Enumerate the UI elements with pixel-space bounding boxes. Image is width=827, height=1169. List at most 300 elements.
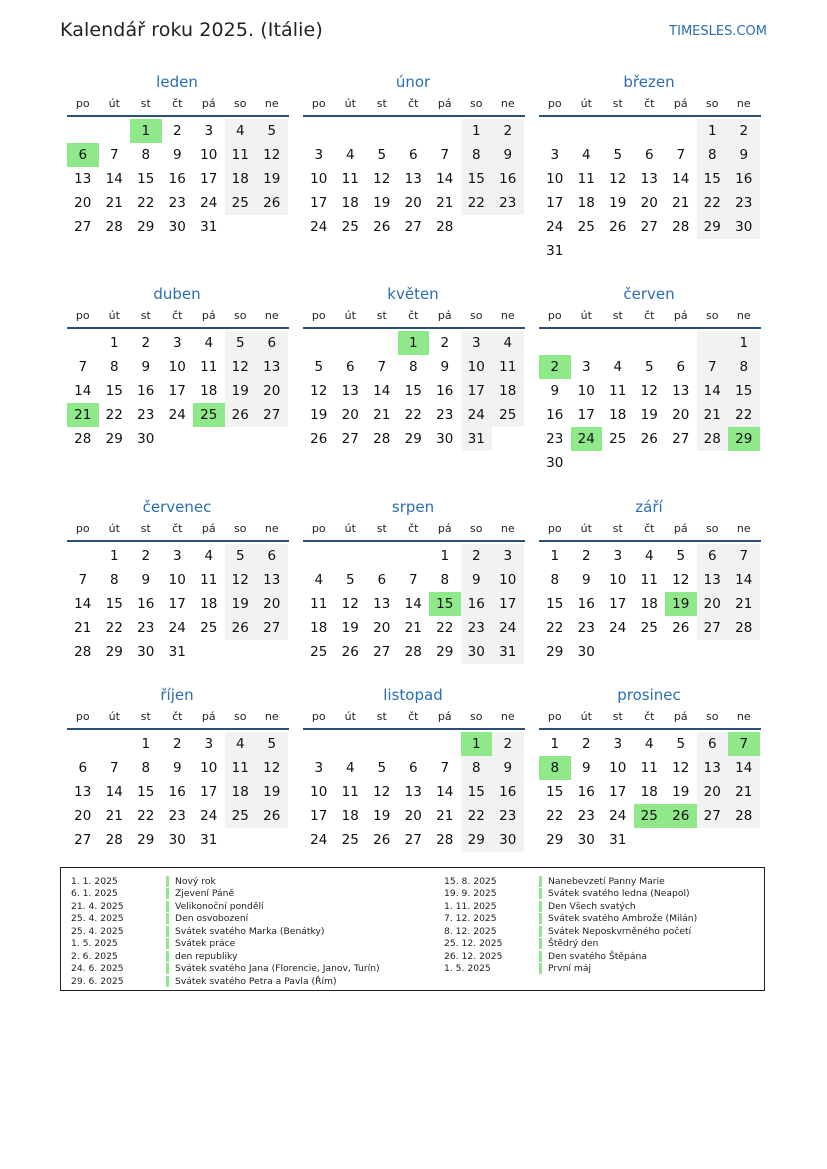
weekday-label: po: [547, 309, 562, 322]
week-row: [67, 804, 289, 828]
weekday-header: [303, 520, 525, 542]
day-cell: 25: [225, 191, 257, 215]
brand-link[interactable]: TIMESLES.COM: [669, 24, 767, 39]
day-cell: 21: [436, 808, 454, 824]
day-cell: 13: [74, 784, 92, 800]
weekday-label: so: [706, 522, 719, 535]
day-cell: 1: [461, 119, 493, 143]
day-cell: 15: [105, 596, 123, 612]
day-cell: 19: [225, 379, 257, 403]
empty-cell: [162, 427, 194, 451]
day-cell: 28: [74, 431, 92, 447]
day-cell: 28: [105, 219, 123, 235]
day-cell: 2: [141, 548, 151, 564]
day-cell: 29: [105, 644, 123, 660]
empty-cell: [728, 451, 760, 475]
month-name: červen: [623, 285, 675, 303]
day-cell: 10: [546, 171, 564, 187]
day-cell: 8: [109, 359, 119, 375]
weekday-label: so: [470, 710, 483, 723]
day-cell: 24: [461, 403, 493, 427]
day-cell: 29: [404, 431, 422, 447]
day-cell: 15: [404, 383, 422, 399]
empty-cell: [665, 119, 697, 143]
legend-holiday-name: Štědrý den: [548, 938, 599, 950]
day-cell: 20: [341, 407, 359, 423]
week-row: [67, 616, 289, 640]
legend-color-marker: [166, 976, 169, 987]
day-cell: 25: [200, 620, 218, 636]
day-cell: 26: [665, 804, 697, 828]
day-cell: 24: [571, 427, 603, 451]
month-name: listopad: [383, 686, 443, 704]
empty-cell: [634, 640, 666, 664]
day-cell: 30: [137, 644, 155, 660]
weekday-label: ne: [736, 710, 751, 723]
day-cell: 28: [672, 219, 690, 235]
empty-cell: [303, 331, 335, 355]
legend-date: 25. 12. 2025: [444, 938, 503, 950]
weekday-label: po: [75, 97, 90, 110]
legend-row: [61, 963, 380, 976]
day-cell: 13: [404, 171, 422, 187]
legend-date: 21. 4. 2025: [71, 900, 124, 912]
empty-cell: [366, 331, 398, 355]
weekday-label: čt: [172, 97, 183, 110]
day-cell: 9: [492, 756, 524, 780]
day-cell: 12: [672, 760, 690, 776]
day-cell: 14: [404, 596, 422, 612]
day-cell: 20: [640, 195, 658, 211]
day-cell: 10: [310, 171, 328, 187]
day-cell: 6: [345, 359, 355, 375]
month-name: duben: [153, 285, 201, 303]
day-cell: 23: [577, 808, 595, 824]
day-cell: 18: [200, 596, 218, 612]
legend-row: [61, 900, 380, 913]
day-cell: 14: [697, 379, 729, 403]
day-cell: 19: [256, 167, 288, 191]
day-cell: 10: [577, 383, 595, 399]
day-cell: 3: [314, 147, 324, 163]
weekday-label: út: [108, 710, 120, 723]
day-cell: 17: [609, 784, 627, 800]
legend-color-marker: [539, 951, 542, 962]
week-row: [539, 143, 761, 167]
legend-row: [434, 963, 697, 976]
day-cell: 27: [404, 832, 422, 848]
month-name: prosinec: [617, 686, 681, 704]
day-cell: 26: [373, 832, 391, 848]
day-cell: 2: [172, 123, 182, 139]
day-cell: 13: [404, 784, 422, 800]
week-row: [539, 167, 761, 191]
day-cell: 27: [697, 804, 729, 828]
day-cell: 1: [109, 335, 119, 351]
legend-date: 1. 1. 2025: [71, 875, 118, 887]
weekday-label: pá: [673, 522, 688, 535]
day-cell: 17: [200, 784, 218, 800]
empty-cell: [398, 119, 430, 143]
day-cell: 7: [408, 572, 418, 588]
day-cell: 9: [550, 383, 560, 399]
day-cell: 15: [461, 167, 493, 191]
weekday-label: út: [580, 309, 592, 322]
legend-color-marker: [166, 876, 169, 887]
day-cell: 15: [461, 780, 493, 804]
legend-row: [61, 950, 380, 963]
day-cell: 7: [728, 544, 760, 568]
day-cell: 14: [728, 568, 760, 592]
day-cell: 30: [137, 431, 155, 447]
day-cell: 19: [373, 195, 391, 211]
day-cell: 5: [676, 736, 686, 752]
day-cell: 7: [440, 147, 450, 163]
week-row: [303, 427, 525, 451]
day-cell: 30: [436, 431, 454, 447]
week-row: [303, 143, 525, 167]
empty-cell: [366, 544, 398, 568]
day-cell: 15: [137, 784, 155, 800]
legend-color-marker: [166, 951, 169, 962]
day-cell: 5: [676, 548, 686, 564]
week-row: [303, 403, 525, 427]
empty-cell: [697, 239, 729, 263]
day-cell: 28: [74, 644, 92, 660]
weekday-label: so: [470, 309, 483, 322]
week-row: [539, 780, 761, 804]
day-cell: 6: [697, 544, 729, 568]
day-cell: 24: [492, 616, 524, 640]
day-cell: 7: [109, 760, 119, 776]
weekday-label: pá: [673, 309, 688, 322]
legend-row: [61, 925, 380, 938]
empty-cell: [335, 331, 367, 355]
weekday-label: pá: [673, 710, 688, 723]
day-cell: 24: [609, 620, 627, 636]
month-name: leden: [156, 73, 198, 91]
weekday-label: út: [108, 97, 120, 110]
day-cell: 21: [105, 195, 123, 211]
empty-cell: [225, 215, 257, 239]
day-cell: 1: [728, 331, 760, 355]
day-cell: 23: [168, 808, 186, 824]
day-cell: 23: [137, 620, 155, 636]
weekday-label: út: [108, 522, 120, 535]
weekday-header: [67, 708, 289, 730]
legend-holiday-name: Svátek svatého Petra a Pavla (Řím): [175, 975, 337, 987]
weekday-label: čt: [172, 309, 183, 322]
empty-cell: [697, 331, 729, 355]
day-cell: 1: [550, 736, 560, 752]
empty-cell: [492, 427, 524, 451]
day-cell: 21: [728, 592, 760, 616]
day-cell: 13: [373, 596, 391, 612]
day-cell: 10: [200, 147, 218, 163]
day-cell: 9: [581, 572, 591, 588]
day-cell: 11: [200, 359, 218, 375]
day-cell: 30: [461, 640, 493, 664]
day-cell: 29: [697, 215, 729, 239]
weekday-label: po: [311, 97, 326, 110]
holiday-legend: [60, 867, 765, 991]
day-cell: 16: [137, 383, 155, 399]
day-cell: 17: [492, 592, 524, 616]
weekday-label: po: [311, 522, 326, 535]
day-cell: 2: [141, 335, 151, 351]
day-cell: 17: [200, 171, 218, 187]
day-cell: 6: [256, 544, 288, 568]
week-row: [539, 616, 761, 640]
legend-color-marker: [539, 926, 542, 937]
day-cell: 31: [546, 243, 564, 259]
day-cell: 19: [310, 407, 328, 423]
day-cell: 9: [492, 143, 524, 167]
day-cell: 26: [225, 616, 257, 640]
month-září: [539, 497, 761, 664]
day-cell: 6: [256, 331, 288, 355]
day-cell: 23: [577, 620, 595, 636]
weekday-label: ne: [500, 97, 515, 110]
day-cell: 13: [640, 171, 658, 187]
day-cell: 5: [256, 119, 288, 143]
week-row: [67, 640, 289, 664]
empty-cell: [335, 732, 367, 756]
day-cell: 16: [137, 596, 155, 612]
day-cell: 5: [225, 544, 257, 568]
day-cell: 25: [341, 219, 359, 235]
week-row: [539, 828, 761, 852]
legend-holiday-name: Den Všech svatých: [548, 900, 636, 912]
day-cell: 14: [436, 784, 454, 800]
legend-date: 25. 4. 2025: [71, 913, 124, 925]
legend-holiday-name: Velikonoční pondělí: [175, 900, 264, 912]
legend-color-marker: [539, 888, 542, 899]
day-cell: 23: [168, 195, 186, 211]
week-row: [539, 119, 761, 143]
day-cell: 12: [672, 572, 690, 588]
empty-cell: [225, 427, 257, 451]
weekday-label: pá: [201, 309, 216, 322]
weekday-label: po: [311, 710, 326, 723]
day-cell: 29: [137, 832, 155, 848]
day-cell: 27: [697, 616, 729, 640]
day-cell: 4: [345, 760, 355, 776]
day-cell: 18: [225, 167, 257, 191]
day-cell: 3: [550, 147, 560, 163]
day-cell: 2: [492, 732, 524, 756]
day-cell: 17: [609, 596, 627, 612]
weekday-label: so: [234, 522, 247, 535]
day-cell: 1: [697, 119, 729, 143]
day-cell: 13: [672, 383, 690, 399]
week-row: [539, 331, 761, 355]
legend-row: [434, 938, 697, 951]
day-cell: 10: [310, 784, 328, 800]
day-cell: 16: [492, 167, 524, 191]
legend-date: 29. 6. 2025: [71, 975, 124, 987]
month-duben: [67, 284, 289, 451]
day-cell: 3: [204, 123, 214, 139]
week-row: [539, 804, 761, 828]
legend-date: 1. 11. 2025: [444, 900, 497, 912]
day-cell: 10: [492, 568, 524, 592]
legend-date: 15. 8. 2025: [444, 875, 497, 887]
day-cell: 16: [461, 592, 493, 616]
legend-row: [434, 913, 697, 926]
week-row: [67, 331, 289, 355]
weekday-label: čt: [172, 710, 183, 723]
day-cell: 5: [256, 732, 288, 756]
empty-cell: [193, 640, 225, 664]
legend-date: 24. 6. 2025: [71, 963, 124, 975]
day-cell: 22: [461, 804, 493, 828]
weekday-header: [67, 520, 289, 542]
month-name: březen: [623, 73, 675, 91]
legend-row: [61, 875, 380, 888]
month-prosinec: [539, 685, 761, 852]
day-cell: 20: [256, 379, 288, 403]
legend-holiday-name: Svátek svatého Jana (Florencie, Janov, Turín): [175, 963, 380, 975]
weekday-label: ne: [264, 309, 279, 322]
weekday-label: po: [75, 522, 90, 535]
day-cell: 30: [492, 828, 524, 852]
day-cell: 8: [550, 572, 560, 588]
week-row: [539, 756, 761, 780]
day-cell: 5: [345, 572, 355, 588]
day-cell: 21: [67, 403, 99, 427]
day-cell: 15: [429, 592, 461, 616]
day-cell: 21: [74, 620, 92, 636]
day-cell: 19: [609, 195, 627, 211]
day-cell: 2: [581, 736, 591, 752]
weekday-label: st: [140, 522, 151, 535]
day-cell: 14: [728, 756, 760, 780]
day-cell: 5: [644, 359, 654, 375]
day-cell: 10: [461, 355, 493, 379]
weekday-label: út: [580, 710, 592, 723]
day-cell: 2: [492, 119, 524, 143]
weekday-header: [67, 95, 289, 117]
day-cell: 27: [404, 219, 422, 235]
day-cell: 29: [728, 427, 760, 451]
day-cell: 12: [256, 756, 288, 780]
legend-color-marker: [166, 963, 169, 974]
day-cell: 21: [436, 195, 454, 211]
month-říjen: [67, 685, 289, 852]
day-cell: 11: [225, 756, 257, 780]
day-cell: 23: [728, 191, 760, 215]
day-cell: 7: [440, 760, 450, 776]
day-cell: 28: [436, 832, 454, 848]
empty-cell: [571, 239, 603, 263]
week-row: [539, 191, 761, 215]
day-cell: 11: [310, 596, 328, 612]
day-cell: 1: [130, 119, 162, 143]
day-cell: 12: [609, 171, 627, 187]
weekday-label: pá: [437, 97, 452, 110]
day-cell: 22: [461, 191, 493, 215]
day-cell: 10: [609, 572, 627, 588]
day-cell: 8: [461, 756, 493, 780]
week-row: [539, 640, 761, 664]
day-cell: 31: [461, 427, 493, 451]
day-cell: 27: [373, 644, 391, 660]
empty-cell: [634, 828, 666, 852]
day-cell: 20: [697, 592, 729, 616]
day-cell: 7: [728, 732, 760, 756]
day-cell: 16: [546, 407, 564, 423]
day-cell: 7: [78, 359, 88, 375]
day-cell: 19: [256, 780, 288, 804]
day-cell: 14: [105, 784, 123, 800]
day-cell: 14: [74, 383, 92, 399]
weekday-header: [539, 95, 761, 117]
weekday-label: pá: [201, 522, 216, 535]
day-cell: 6: [408, 760, 418, 776]
weekday-label: st: [612, 710, 623, 723]
empty-cell: [461, 215, 493, 239]
day-cell: 1: [550, 548, 560, 564]
weekday-label: pá: [437, 522, 452, 535]
day-cell: 27: [672, 431, 690, 447]
weekday-label: čt: [644, 309, 655, 322]
empty-cell: [225, 828, 257, 852]
day-cell: 28: [373, 431, 391, 447]
day-cell: 20: [74, 808, 92, 824]
weekday-label: so: [706, 710, 719, 723]
day-cell: 18: [341, 808, 359, 824]
legend-holiday-name: den republiky: [175, 950, 238, 962]
day-cell: 2: [539, 355, 571, 379]
day-cell: 25: [492, 403, 524, 427]
weekday-header: [539, 307, 761, 329]
day-cell: 31: [200, 832, 218, 848]
day-cell: 10: [168, 359, 186, 375]
empty-cell: [634, 331, 666, 355]
day-cell: 9: [440, 359, 450, 375]
week-row: [303, 640, 525, 664]
week-row: [67, 544, 289, 568]
day-cell: 4: [225, 732, 257, 756]
week-row: [303, 331, 525, 355]
day-cell: 30: [577, 832, 595, 848]
legend-holiday-name: Svátek svatého Ambrože (Milán): [548, 913, 698, 925]
week-row: [303, 592, 525, 616]
day-cell: 11: [225, 143, 257, 167]
weekday-label: so: [234, 710, 247, 723]
day-cell: 6: [676, 359, 686, 375]
day-cell: 1: [109, 548, 119, 564]
legend-holiday-name: Svátek svatého ledna (Neapol): [548, 888, 690, 900]
day-cell: 17: [310, 808, 328, 824]
day-cell: 27: [640, 219, 658, 235]
empty-cell: [571, 119, 603, 143]
day-cell: 1: [461, 732, 493, 756]
weekday-label: út: [344, 309, 356, 322]
week-row: [539, 732, 761, 756]
weekday-label: ne: [264, 710, 279, 723]
day-cell: 14: [436, 171, 454, 187]
day-cell: 23: [436, 407, 454, 423]
day-cell: 16: [168, 171, 186, 187]
day-cell: 7: [697, 355, 729, 379]
day-cell: 26: [225, 403, 257, 427]
weekday-label: st: [376, 710, 387, 723]
week-row: [67, 403, 289, 427]
empty-cell: [665, 239, 697, 263]
day-cell: 29: [461, 828, 493, 852]
